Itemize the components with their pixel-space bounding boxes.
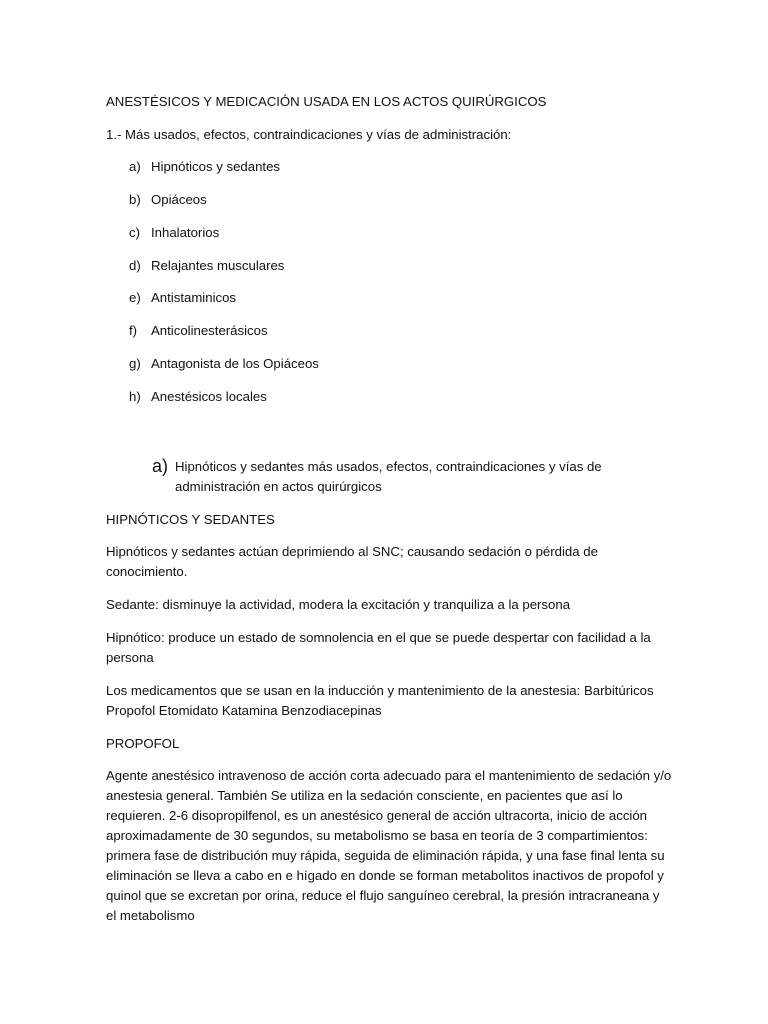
paragraph-hipnotico-line2: persona xyxy=(106,650,154,665)
propofol-line: primera fase de distribución muy rápida, seguida de eliminación rápida, y una fase final lenta su xyxy=(106,848,665,863)
paragraph-medicamentos-line1: Los medicamentos que se usan en la inducción y mantenimiento de la anestesia: Barbitúricos xyxy=(106,683,654,698)
list-item-label: f) xyxy=(129,323,138,338)
list-item xyxy=(129,256,284,276)
list-item xyxy=(129,321,268,341)
list-item-label: a) xyxy=(129,159,141,174)
heading-hipnoticos: HIPNÓTICOS Y SEDANTES xyxy=(106,512,275,527)
paragraph-medicamentos-line2: Propofol Etomidato Katamina Benzodiacepinas xyxy=(106,703,382,718)
list-item xyxy=(129,223,219,243)
list-item-text: Opiáceos xyxy=(151,192,207,207)
propofol-line: quinol que se excretan por orina, reduce el flujo sanguíneo cerebral, la presión intracraneana y xyxy=(106,888,660,903)
list-item-label: h) xyxy=(129,389,141,404)
paragraph-hipnotico-line1: Hipnótico: produce un estado de somnolencia en el que se puede despertar con facilidad a la xyxy=(106,630,651,645)
propofol-line: el metabolismo xyxy=(106,908,195,923)
propofol-line: requieren. 2-6 disopropilfenol, es un anestésico general de acción ultracorta, inicio de acción xyxy=(106,808,648,823)
propofol-line: aproximadamente de 30 segundos, su metabolismo se basa en teoría de 3 compartimientos: xyxy=(106,828,648,843)
propofol-line: anestesia general. También Se utiliza en la sedación consciente, en pacientes que así lo xyxy=(106,788,623,803)
list-item-label: b) xyxy=(129,192,141,207)
list-item-label: c) xyxy=(129,225,140,240)
list-item xyxy=(129,354,319,374)
heading-propofol: PROPOFOL xyxy=(106,736,180,751)
list-item xyxy=(129,288,236,308)
list-item-text: Inhalatorios xyxy=(151,225,220,240)
list-item xyxy=(129,157,280,177)
propofol-line: eliminación se lleva a cabo en e hígado en donde se forman metabolitos inactivos de propofol y xyxy=(106,868,664,883)
list-item-label: g) xyxy=(129,356,141,371)
section-a-heading-line2: administración en actos quirúrgicos xyxy=(175,479,382,494)
list-item-text: Antistaminicos xyxy=(151,290,237,305)
list-item-text: Hipnóticos y sedantes xyxy=(151,159,281,174)
propofol-line: Agente anestésico intravenoso de acción corta adecuado para el mantenimiento de sedación y/o xyxy=(106,768,672,783)
list-item-text: Relajantes musculares xyxy=(151,258,285,273)
section-a-heading-line1: Hipnóticos y sedantes más usados, efectos, contraindicaciones y vías de xyxy=(175,459,602,474)
list-item-text: Anestésicos locales xyxy=(151,389,267,404)
question-line: 1.- Más usados, efectos, contraindicaciones y vías de administración: xyxy=(106,127,512,142)
list-item xyxy=(129,387,267,407)
document-title: ANESTÉSICOS Y MEDICACIÓN USADA EN LOS ACTOS QUIRÚRGICOS xyxy=(106,94,547,109)
list-item-label: d) xyxy=(129,258,141,273)
list-item xyxy=(129,190,207,210)
list-item-label: e) xyxy=(129,290,141,305)
list-item-text: Anticolinesterásicos xyxy=(151,323,268,338)
section-a-label: a) xyxy=(152,456,169,476)
paragraph-sedante: Sedante: disminuye la actividad, modera la excitación y tranquiliza a la persona xyxy=(106,597,571,612)
paragraph-1-line1: Hipnóticos y sedantes actúan deprimiendo al SNC; causando sedación o pérdida de xyxy=(106,544,598,559)
list-item-text: Antagonista de los Opiáceos xyxy=(151,356,319,371)
paragraph-1-line2: conocimiento. xyxy=(106,564,188,579)
